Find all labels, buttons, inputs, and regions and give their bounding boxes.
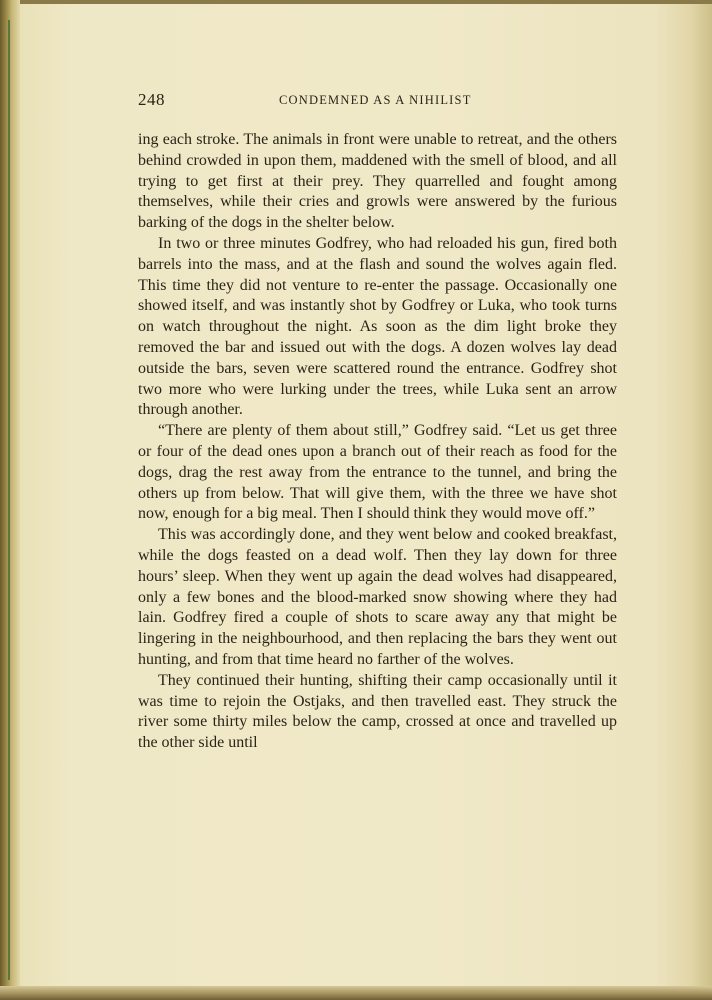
page-bottom-edge xyxy=(0,986,712,1000)
paragraph-continued: ing each stroke. The animals in front were unable to retreat, and the others behind crowded in upon them, maddened with the smell of blood, and all trying to get first at their prey. They quarrelled and fought among themselves, while their cries and growls were answered by the furious barking of the dogs in the shelter below. xyxy=(138,131,617,232)
paragraph: “There are plenty of them about still,” Godfrey said. “Let us get three or four of the dead ones upon a branch out of their reach as food for the dogs, drag the rest away from the entrance to the tunnel, and bring the others up from below. That will give them, with the three we have shot now, enough for a big meal. Then I should think they would move off.” xyxy=(138,422,617,523)
paragraph: This was accordingly done, and they went below and cooked breakfast, while the dogs feasted on a dead wolf. Then they lay down for three hours’ sleep. When they went up again the dead wolves had disappeared, only a few bones and the blood-marked snow showing where they had lain. Godfrey fired a couple of shots to scare away any that might be lingering in the neighbourhood, and then replacing the bars they went out hunting, and from that time heard no farther of the wolves. xyxy=(138,526,617,668)
paragraph: In two or three minutes Godfrey, who had reloaded his gun, fired both barrels into the mass, and at the flash and sound the wolves again fled. This time they did not venture to re-enter the passage. Occasionally one showed itself, and was instantly shot by Godfrey or Luka, who took turns on watch throughout the night. As soon as the dim light broke they removed the bar and issued out with the dogs. A dozen wolves lay dead outside the bars, seven were scattered round the entrance. Godfrey shot two more who were lurking under the trees, while Luka sent an arrow through another. xyxy=(138,234,617,419)
page-top-edge xyxy=(0,0,712,4)
book-spine xyxy=(0,0,20,1000)
paragraph: They continued their hunting, shifting their camp occasionally until it was time to rejoin the Ostjaks, and then travelled east. They struck the river some thirty miles below the camp, crossed at once and travelled up the other side until xyxy=(138,671,617,752)
page-number: 248 xyxy=(138,90,165,109)
running-title: CONDEMNED AS A NIHILIST xyxy=(279,93,472,107)
spine-line xyxy=(8,20,10,980)
page-header xyxy=(138,90,618,116)
body-text xyxy=(138,130,617,754)
